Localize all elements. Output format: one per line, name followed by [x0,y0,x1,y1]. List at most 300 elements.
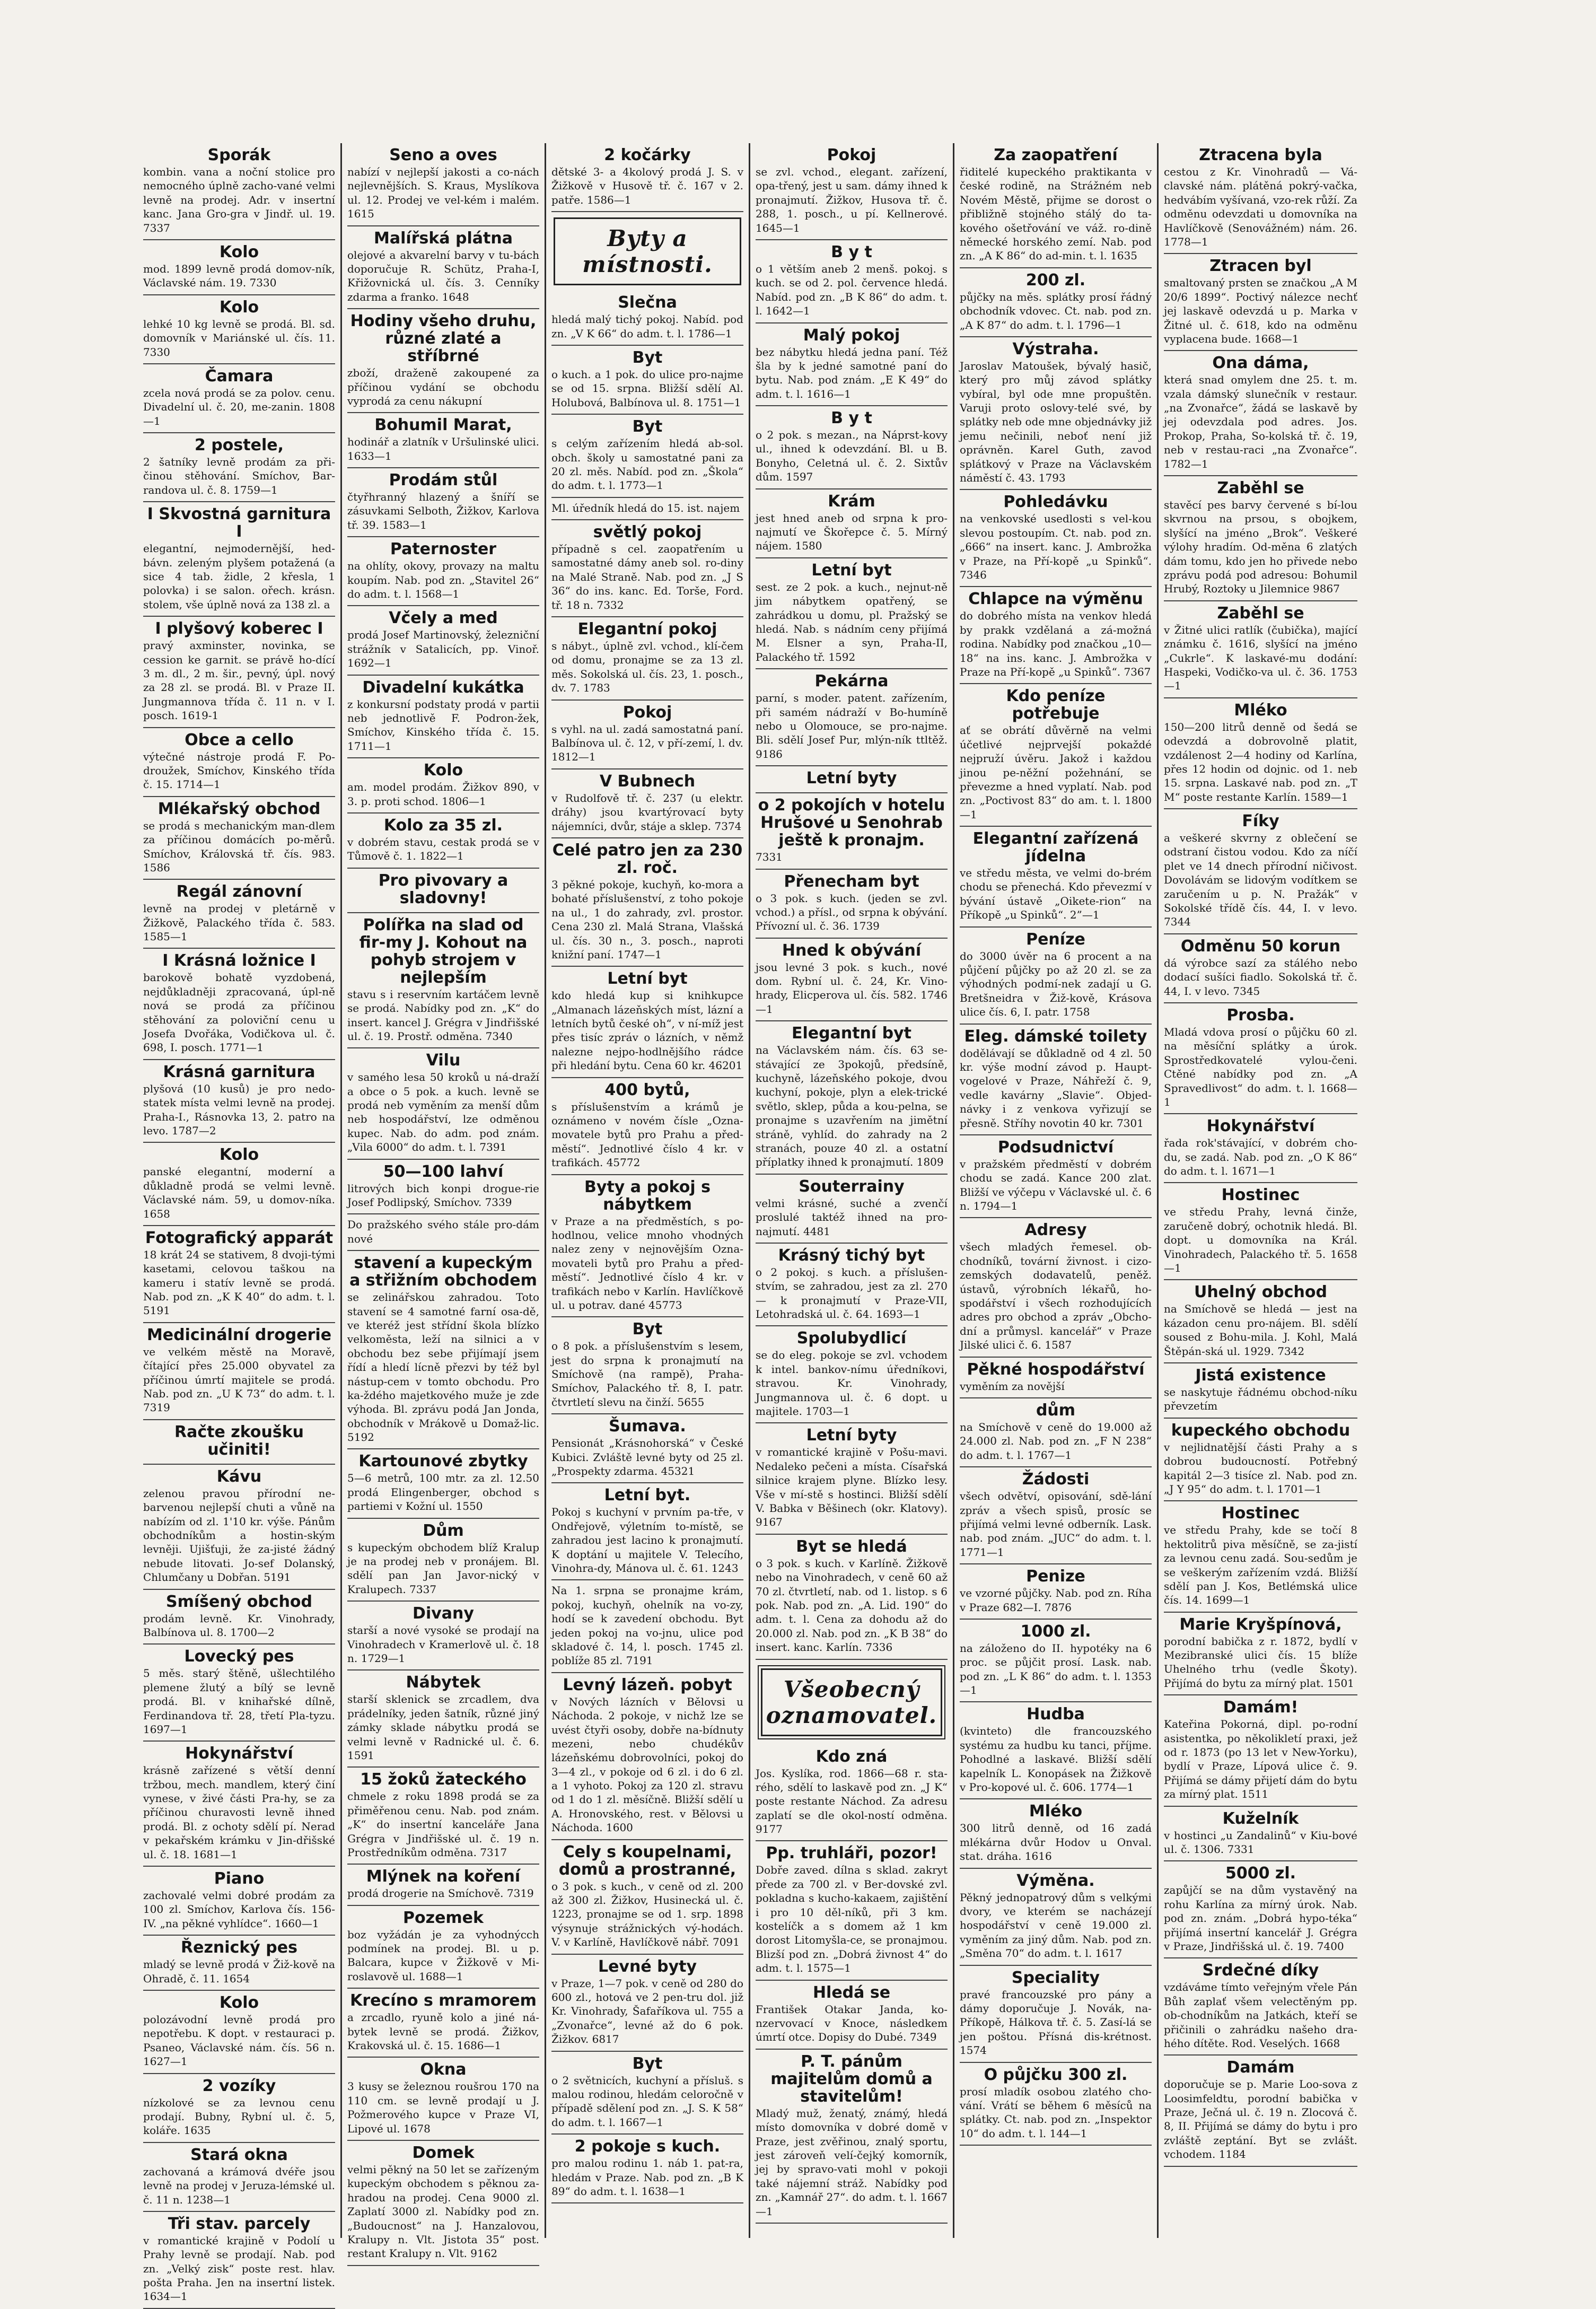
classified-ad [551,617,743,701]
ad-text: na Václavském nám. čís. 63 se-stávající ze 3pokojů, předsíně, kuchyně, lázeňského pokoje, dvou kuchyní, pokoje, plyn a elek-trické světlo, sklep, půda a kou-pelna, se pronajme s uzavřením na jimětní stráně, vyhlíd. do zahrady na 2 stranách, pouze 40 zl. a ostatní příplatky ihned k pronajmutí. 1809 [756,1044,948,1169]
ad-text: Ml. úředník hledá do 15. ist. najem [551,501,740,514]
classified-ad [756,1244,948,1327]
ad-text: 18 krát 24 se stativem, 8 dvoji-tými kasetami, celovou taškou na kameru i statív levně se prodá. Nab. pod zn. „K K 40“ do adm. t. l. 5191 [143,1248,335,1317]
classified-ad [143,1590,335,1645]
classified-ad [1164,351,1357,476]
classified-ad [756,143,948,240]
ad-text: prodá drogerie na Smíchově. 7319 [347,1887,534,1900]
ad-headline: Kolo [219,298,259,317]
ad-headline: Dům [423,1521,464,1540]
ad-text: o 2 světnicích, kuchyní a přísluš. s malou rodinou, hledám celoročně v případě sdělení pod zn. „J. S. K 58“ do adm. t. l. 1667—1 [551,2074,743,2129]
ad-headline: Divadelní kukátka [362,678,524,697]
ad-headline: I Krásná ložnice I [162,951,316,970]
ad-text: dětské 3- a 4kolový prodá J. S. v Žižkově v Husově tř. č. 167 v 2. patře. 1586—1 [551,165,743,206]
ad-text: se zelinářskou zahradou. Toto stavení se 4 samotné farní osa-dě, ve kteréž jest střídní škola blízko velkoměsta, leží na silnici a v obchodu bez sebe přijímají jsem řídí a hledí lícně přezvi by též byl nástup-cem v tomto obchodu. Pro ka-ždého majetkového muže je zde výhoda. Bl. zprávu podá Jan Jonda, obchodník v Mrákově u Domaž-lic. 5192 [347,1291,539,1444]
ad-text: polozávodní levně prodá pro nepotřebu. K dopt. v restauraci p. Psaneo, Václavské nám. čís. 56 n. 1627—1 [143,2013,335,2068]
classified-ad [960,1467,1152,1564]
classified-ad [756,1981,948,2050]
ad-headline: Slečna [618,293,677,312]
ad-text: na ohlíty, okovy, provazy na maltu koupím. Nab. pod zn. „Stavitel 26“ do adm. t. l. 1568—1 [347,559,539,601]
ad-text: se zvl. vchod., elegant. zařízení, opa-třený, jest u sam. dámy ihned k pronajmutí. Žižkov, Husova tř. č. 288, 1. posch., u pí. Kellnerové. 1645—1 [756,165,948,234]
classified-ad [1164,143,1357,254]
ad-text: v Praze a na předměstích, s po-hodlnou, velice mnoho vhodných nalez zeny v nejnovějším Ozna-movateli bytů pro Prahu a před-městí“. Jednotlivé číslo 4 kr. v trafikách nebo v Karlín. Havlíčkově ul. u potrav. dané 45773 [551,1214,743,1311]
ad-text: 7331 [756,851,783,864]
ad-headline: Speciality [1011,1968,1100,1987]
ad-headline: Polířka na slad od fir-my J. Kohout na pohyb strojem v nejlepším [359,915,528,987]
ad-headline: O půjčku 300 zl. [984,2065,1128,2084]
ad-headline: Račte zkoušku učiniti! [174,1422,304,1459]
ad-text: na Smíchově se hledá — jest na kázadon cenu pro-nájem. Bl. sdělí soused z Bohu-mila. J. Kohl, Malá Štěpán-ská ul. 1929. 7342 [1164,1302,1357,1358]
classified-ad [960,1025,1152,1135]
ad-text: 300 litrů denně, od 16 zadá mlékárna dvůr Hodov u Onval. stat. dráha. 1616 [960,1822,1152,1863]
ad-headline: Peníze [1026,930,1085,949]
ad-text: ve středu města, ve velmi do-brém chodu se přenechá. Kdo převezmí v bývání ústavě „Oikete-rion“ na Příkopě „u Spinků“. 2”—1 [960,867,1152,922]
classified-ad [347,226,539,310]
ad-headline: Krecíno s mramorem [350,1991,537,2010]
ad-headline: Levné byty [598,1957,697,1976]
ad-text: ve velkém městě na Moravě, čítající přes 25.000 obyvatel za příčinou úmrtí majitele se prodá. Nab. pod zn. „U K 73“ do adm. t. l. 7319 [143,1345,335,1414]
ad-text: se naskytuje řádnému obchod-níku převzetím [1164,1386,1357,1413]
classified-ad [960,1869,1152,1966]
classified-ad [756,1423,948,1534]
classified-ad [143,2212,335,2309]
ad-headline: kupeckého obchodu [1171,1421,1351,1440]
classified-ad [551,1673,743,1840]
ad-text: řiditelé kupeckého praktikanta v české rodině, na Strážném neb Novém Městě, přijme se dorost o přibližně stojného stálý do ta-kového ošetřování ve váž. ro-dině německé horského zemí. Nab. pod zn. „A K 86“ do ad-min. t. l. 1635 [960,165,1152,263]
ad-headline: Fotografický apparát [145,1228,334,1247]
ad-text: ve středu Prahy, levná činže, zaručeně dobrý, ochotnik hledá. Bl. dopt. u domovníka na Král. Vinohradech, Palackého tř. 5. 1658—1 [1164,1205,1357,1275]
ad-headline: 50—100 lahví [383,1162,504,1181]
ad-text: v nejlidnatější části Prahy a s dobrou budoucností. Potřebný kapitál 2—3 tisíce zl. Nab. pod zn. „J Y 95“ do adm. t. l. 1701—1 [1164,1440,1357,1495]
ad-headline: Hokynářství [1206,1117,1315,1136]
ad-text: z konkursní podstaty prodá v partii neb jednotlivě F. Podron-žek, Smíchov, Kinského třída č. 15. 1711—1 [347,697,539,753]
ad-headline: Letní byt. [604,1486,691,1505]
classified-ad [143,1991,335,2074]
ad-headline: Přenecham byt [784,872,919,891]
ad-headline: Řeznický pes [181,1938,297,1957]
ad-headline: Šumava. [609,1417,686,1436]
ad-text: prodá Josef Martinovský, železniční strážník v Satalicích, pp. Vinoř. 1692—1 [347,628,539,670]
classified-ad [347,309,539,413]
classified-ad [1164,601,1357,698]
ad-headline: 400 bytů, [604,1080,690,1099]
ad-text: 150—200 litrů denně od šedá se odevzdá a dobrovolně platit, vzdálenost 2—4 hodiny od Karlína, přes 12 hodin od dojnic. od 1. neb 15. srpna. Laskavé nab. pod zn. „T M“ poste restante Karlín. 1589—1 [1164,720,1357,803]
column-2 [342,143,546,2260]
ad-text: se do eleg. pokoje se zvl. vchodem k intel. bankov-nímu úředníkovi, stravou. Kr. Vinohrady, Jungmannova ul. č. 6 dopt. u majitele. 1703—1 [756,1349,948,1418]
classified-ad [143,1060,335,1143]
ad-text: velmi krásné, suché a zvenčí proslulé taktéž ihned na pro-najmutí. 4481 [756,1196,948,1238]
classified-ad [1164,1183,1357,1280]
ad-headline: Mléko [1029,1802,1083,1821]
ad-headline: o 2 pokojích v hotelu Hrušové u Senohrab ještě k pronajm. [758,796,945,850]
ad-text: vyměním za novější [960,1379,1065,1393]
classified-ad [551,520,743,617]
ad-text: v romantické krajině v Podolí u Prahy levně se prodají. Nab. pod zn. „Velký zisk“ poste rest. hlav. pošta Praha. Jen na insertní listek. 1634—1 [143,2234,335,2303]
classified-ad [960,1135,1152,1219]
ad-headline: Byt [632,348,663,367]
classified-ad [143,1936,335,1991]
classified-ad [960,587,1152,684]
ad-text: Do pražského svého stále pro-dám nové [347,1218,539,1245]
ad-headline: Odměnu 50 korun [1180,937,1341,956]
ad-text: vzdáváme tímto veřejným vřele Pán Bůh zaplať všem velectěným pp. ob-chodníkům na Jatkách, kteří se přičinili o zahrádku našeho dra-hého dítěte. Rod. Veselých. 1668 [1164,1981,1357,2050]
ad-text: hledá malý tichý pokoj. Nabíd. pod zn. „V K 66“ do adm. t. l. 1786—1 [551,313,743,340]
ad-headline: Elegantní pokoj [577,620,717,639]
classified-ad [347,913,539,1049]
ad-headline: Kartounové zbytky [358,1452,528,1471]
classified-ad [347,1989,539,2058]
classified-ad [347,758,539,814]
classified-ad [960,928,1152,1025]
classified-ad [756,1326,948,1423]
ad-text: hodinář a zlatník v Uršulinské ulici. 1633—1 [347,435,539,462]
classified-ad [756,766,948,793]
ad-headline: Byt se hledá [796,1537,907,1556]
ad-headline: Pp. truhláři, pozor! [766,1844,937,1863]
column-1 [138,143,342,2303]
ad-text: s vyhl. na ul. zadá samostatná paní. Balbínova ul. č. 12, v pří-zemí, l. dv. 1812—1 [551,722,743,764]
ad-text: elegantní, nejmodernější, hed-bávn. zeleným plyšem potažená (a sice 4 tab. židle, 2 křesla, 1 polovka) i se salon. ořech. krásn. stolem, vše úplně nová za 138 zl. a [143,542,335,611]
column-4 [750,143,954,2238]
ad-headline: Byty a pokoj s nábytkem [584,1177,711,1214]
classified-ad [347,537,539,606]
classified-ad [551,291,743,346]
ad-headline: dům [1036,1401,1076,1420]
ad-headline: Pozemek [403,1908,484,1927]
classified-ad [347,1449,539,1518]
ad-text: s celým zařízením hledá ab-sol. obch. školy u samostatné pani za 20 zl. měs. Nabíd. pod zn. „Škola“ do adm. t. l. 1773—1 [551,437,743,492]
ad-headline: B y t [831,409,872,428]
ad-text: chmele z roku 1898 prodá se za přiměřenou cenu. Nab. pod znám. „K“ do insertní kanceláře Jana Grégra v Jindřišské ul. č. 19 n. Prostředníkům odměna. 7317 [347,1790,539,1859]
ad-headline: Hledá se [812,1983,891,2002]
ad-text: kombin. vana a noční stolice pro nemocného úplně zacho-vané velmi levně na prodej. Adr. v insertní kanc. Jana Gro-gra v Jindř. ul. 19. 7337 [143,165,335,234]
classified-ad [347,1251,539,1449]
classified-ad [960,1358,1152,1398]
ad-headline: Pro pivovary a sladovny! [378,871,508,907]
ad-headline: Levný lázeň. pobyt [563,1675,732,1694]
classified-ad [756,406,948,489]
section-header: Byty a místnosti. [554,217,741,285]
ad-headline: Adresy [1024,1221,1087,1240]
ad-headline: Stará okna [190,2145,288,2164]
ad-text: na venkovské usedlosti s vel-kou slevou postoupím. Ct. nab. pod zn. „666“ na insert. kanc. J. Ambrožka v Praze, na Pří-kopě „u Spinků“. 7346 [960,512,1152,581]
classified-ad [960,1966,1152,2063]
ad-text: v dobrém stavu, cestak prodá se v Tůmově č. 1. 1822—1 [347,835,539,863]
ad-text: všech mladých řemesel. ob-chodníků, tovární živnost. i cizo-zemských dodavatelů, peněž. ústavů, výrobních lékařů, ho-spodářství i všech rozhodujících adres pro obchod a zpráv „Obcho-dní a průmysl. kancelář“ v Praze Jilské ulici č. 6. 1587 [960,1240,1152,1352]
ad-headline: Damám [1226,2058,1295,2077]
classified-ad [960,684,1152,827]
classified-ad [143,1143,335,1226]
classified-ad [1164,1280,1357,1363]
ad-text: v Praze, 1—7 pok. v ceně od 280 do 600 zl., hotová ve 2 pen-tru dol. již Kr. Vinohrady, Šafaříkova ul. 755 a „Zvonařce“, levné až do 6 pok. Žižkov. 6817 [551,1976,743,2046]
ad-text: v Žitné ulici ratlík (čubička), mající známku č. 1616, slyšící na jméno „Cukrle“. K laskavé-mu dodání: Haspeki, Vodičko-va ul. č. 36. 1753—1 [1164,623,1357,693]
ad-text: dodělávají se důkladně od 4 zl. 50 kr. výše modní závod p. Haupt-vogelové v Praze, Náhřeží č. 9, vedle kavárny „Slavie“. Objed-návky i z venkova vyřizují se přesně. Stříhy novotin 40 kr. 7301 [960,1046,1152,1130]
ad-text: am. model prodám. Žižkov 890, v 3. p. proti schod. 1806—1 [347,781,539,808]
ad-text: olejové a akvarelní barvy v tu-bách doporučuje R. Schütz, Praha-I, Křižovnická ul. čís. 3. Cenníky zdarma a franko. 1648 [347,248,539,303]
ad-headline: 200 zl. [1025,270,1086,290]
ad-text: v hostinci „u Zandalinů“ v Kiu-bové ul. č. 1306. 7331 [1164,1829,1357,1856]
ad-text: cestou z Kr. Vinohradů — Vá-clavské nám. plátěná pokrý-vačka, hedvábím vyšívaná, vzo-rek růží. Za odměnu odevzdati u domovníka na Havlíčkově (Senovážném) nám. 26. 1778—1 [1164,165,1357,248]
ad-text: bez nábytku hledá jedna paní. Též šla by k jedné samotné paní do bytu. Nab. pod znám. „E K 49“ do adm. t. l. 1616—1 [756,345,948,400]
ad-text: Na 1. srpna se pronajme krám, pokoj, kuchyň, ohelník na vo-zy, hodí se k zavedení obchodu. Byt jeden pokoj na vo-jnu, ulice pod skladové č. 14, l. posch. 1745 zl. poblíže 85 zl. 7191 [551,1584,743,1667]
ad-headline: Elegantní byt [792,1024,911,1043]
classified-ad [756,1021,948,1175]
ad-headline: stavení a kupeckým a střižním obchodem [349,1254,537,1290]
classified-ad [551,1078,743,1175]
classified-ad [143,240,335,295]
ad-headline: Seno a oves [389,146,497,164]
ad-headline: 5000 zl. [1225,1864,1296,1883]
classified-ad [347,1048,539,1159]
classified-ad [756,2050,948,2224]
classified-ad [347,1214,539,1251]
classified-ad [143,1226,335,1323]
ad-text: o 2 pokoj. s kuch. a příslušen-stvím, se zahradou, jest za zl. 270— k pronajmutí v Praze-VII, Letohradská ul. č. 64. 1693—1 [756,1265,948,1321]
ad-headline: Srdečné díky [1202,1961,1319,1980]
ad-text: půjčky na měs. splátky prosí řádný obchodník vdovec. Ct. nab. pod zn. „A K 87“ do adm. t. l. 1796—1 [960,290,1152,331]
classified-ad [960,1620,1152,1703]
ad-text: v pražském předměstí v dobrém chodu se zadá. Kance 200 zlat. Bližší ve výčepu v Václavské ul. č. 6 n. 1794—1 [960,1157,1152,1213]
ad-text: Pensionát „Krásnohorská“ v České Kubici. Zvláště levné byty od 25 zl. „Prospekty zdarma. 45321 [551,1437,743,1478]
ad-headline: Kdo zná [815,1747,888,1766]
ad-text: do 3000 úvěr na 6 procent a na půjčení půjčky po až 20 zl. se za výhodných podmí-nek zadají u G. Bretšneidra v Žiž-kově, Krásova ulice čís. 6, I. patr. 1758 [960,949,1152,1019]
ad-headline: Krásný tichý byt [778,1246,925,1265]
section-header: Všeobecný oznamovatel. [761,1668,942,1736]
classified-ad [347,1519,539,1602]
ad-text: jsou levné 3 pok. s kuch., nové dom. Rybní ul. č. 24, Kr. Vino-hrady, Elicperova ul. čís. 582. 1746—1 [756,960,948,1016]
ad-headline: Výměna. [1016,1871,1095,1890]
classified-ad [143,295,335,364]
classified-ad [960,490,1152,587]
classified-ad [347,1670,539,1768]
classified-ad [551,2135,743,2203]
ad-headline: Paternoster [390,540,497,559]
ad-text: mod. 1899 levně prodá domov-ník, Václavské nám. 19. 7330 [143,262,335,290]
ad-headline: Pokoj [622,703,672,722]
ad-headline: Letní byty [806,769,897,788]
ad-text: a zrcadlo, ryuně kolo a jiné ná-bytek levně se prodá. Žižkov, Krakovská ul. č. 15. 1686—1 [347,2011,539,2052]
classified-ad [551,415,743,498]
ad-text: zelenou pravou přírodní ne-barvenou nejlepší chuti a vůně na nabízím od zl. 1'10 kr. výše. Pánům obchodníkům a hostin-ským levněji. Ujišťuji, že za-jisté žádný nebude litovati. Jo-sef Dolanský, Chlumčany u Dobřan. 5191 [143,1486,335,1584]
classified-ad [143,1867,335,1936]
ad-headline: V Bubnech [599,772,696,791]
ad-text: zachovalé velmi dobré prodám za 100 zl. Smíchov, Karlova čís. 156-IV. „na pěkné vyhlídce“. 1660—1 [143,1889,335,1930]
classified-ad [347,869,539,913]
classified-ad [143,728,335,797]
ad-text: v Nových lázních v Bělovsi u Náchoda. 2 pokoje, v nichž lze se uvést čtyři osoby, dobře na-bídnuty mezeni, nebo chudékův lázeňskému dobrovolníci, pokoj do 3—4 zl., v pokoje od 6 zl. i do 6 zl. a 1 vyhoto. Pokoj za 120 zl. stravu od 1 do 1 zl. měsíčně. Bližší sdělí u A. Hronovského, rest. v Bělovsi u Náchoda. 1600 [551,1695,743,1834]
ad-headline: Mléko [1234,701,1287,720]
classified-ad [143,364,335,433]
ad-text: s nábyt., úplně zvl. vchod., klí-čem od domu, pronajme se za 13 zl. měs. Sokolská ul. čís. 23, 1. posch., dv. 7. 1783 [551,640,743,695]
ad-text: parní, s moder. patent. zařízením, při samém nádraží v Bo-humíně nebo u Olomouce, se pro-najme. Bli. sdělí Josef Pur, mlýn-ník ttltěž. 9186 [756,692,948,760]
classified-ad [143,1420,335,1465]
ad-text: s příslušenstvím a krámů je oznámeno v novém čísle „Ozna-movatele bytů pro Prahu a před-městí“. Jednotlivé číslo 4 kr. v trafikách. 45772 [551,1100,743,1169]
ad-headline: Kolo [219,1993,259,2012]
ad-headline: Ztracena byla [1199,146,1322,164]
ad-headline: Byt [632,1320,663,1339]
classified-ad [143,433,335,502]
classified-ad [960,337,1152,491]
classified-ad [347,814,539,869]
classified-ad [347,468,539,537]
ad-headline: Vilu [426,1051,461,1070]
ad-headline: Domek [412,2143,475,2162]
ad-text: jest hned aneb od srpna k pro-najmutí ve Škořepce č. 5. Mírný nájem. 1580 [756,511,948,553]
classified-ad [960,1702,1152,1799]
classified-ad [756,870,948,939]
ad-headline: Ztracen byl [1209,257,1312,276]
classified-ad [960,1398,1152,1467]
classified-ad [143,502,335,617]
ad-text: prodám levně. Kr. Vinohrady, Balbínova ul. 8. 1700—2 [143,1612,335,1639]
ad-text: boz vyžádán je za vyhodnýcch podmínek na prodej. Bl. u p. Balcara, kupce v Žižkově v Mi-roslavově ul. 1688—1 [347,1928,539,1983]
classified-ad [551,1580,743,1673]
ad-headline: Celé patro jen za 230 zl. roč. [552,841,743,877]
ad-headline: Divany [413,1604,474,1623]
ad-headline: Spolubydlicí [796,1329,907,1348]
ad-headline: Prosba. [1226,1005,1295,1025]
ad-headline: 2 pokoje s kuch. [574,2137,721,2156]
ad-headline: Jistá existence [1195,1366,1326,1385]
ad-text: o 3 pok. s kuch. v Karlíně. Žižkově nebo na Vinohradech, v ceně 60 až 70 zl. čtvrtletí, nab. od 1. listop. s 6 pok. Nab. pod zn. „A. Lid. 190“ do adm. t. l. Cena za dohodu až do 20.000 zl. Nab. pod zn. „K B 38“ do insert. kanc. Karlín. 7336 [756,1556,948,1654]
ad-headline: Medicinální drogerie [146,1325,332,1344]
ad-headline: 2 postele, [195,436,284,455]
ad-headline: I Skvostná garnitura I [147,505,331,541]
ad-text: se prodá s mechanickým man-dlem za příčinou domácích po-měrů. Smíchov, Královská tř. čís. 983. 1586 [143,819,335,874]
ad-text: a veškeré skvrny z oblečení se odstraní čistou vodou. Kdo za níčí plet ve 14 dnech přírodní ničivost. Dovolávám se lidovým vodítkem se zaručením u p. N. Pražák“ v Sokolské třídě čís. 44, I. v levo. 7344 [1164,832,1357,929]
classified-ad [960,1564,1152,1620]
classified-ad [960,2063,1152,2146]
ad-text: (kvinteto) dle francouzského systému za hudbu ku tanci, příjme. Pohodlné a laskavé. Bližší sdělí kapelník L. Konopásek na Žižkově v Pro-kopové ul. č. 606. 1774—1 [960,1725,1152,1794]
classified-ad [756,1745,948,1842]
ad-headline: Sporák [207,146,271,164]
classified-ad [551,1955,743,2052]
ad-text: na Smíchově v ceně do 19.000 až 24.000 zl. Nab. pod zn. „F N 238“ do adm. t. l. 1767—1 [960,1421,1152,1462]
ad-headline: Kávu [216,1467,262,1486]
classified-ad [347,143,539,226]
ad-headline: Prodám stůl [389,471,498,490]
classified-ad [347,1906,539,1989]
column-3 [546,143,750,2238]
classified-ad [143,797,335,880]
ad-headline: Zaběhl se [1217,604,1304,623]
classified-ad [1164,1003,1357,1114]
ad-text: prosí mladík osobou zlatého cho-vání. Vrátí se během 6 měsíců na splátky. Ct. nab. pod zn. „Inspektor 10“ do adm. t. l. 144—1 [960,2085,1152,2140]
classified-ad [1164,1695,1357,1806]
ad-text: smaltovaný prsten se značkou „A M 20/6 1899“. Poctivý nálezce nechť jej laskavě odevzdá u p. Marka v Žitné ul. č. 618, kdo na odměnu vyplacena bude. 1668—1 [1164,276,1357,345]
classified-ad [1164,698,1357,809]
ad-headline: Malý pokoj [803,326,900,345]
classified-ad [347,1768,539,1865]
classified-ad [756,240,948,323]
classified-ad [143,143,335,240]
ad-text: pro malou rodinu 1. náb 1. pat-ra, hledám v Praze. Nab. pod zn. „B K 89“ do adm. t. l. 1638—1 [551,2157,743,2198]
classified-ad [960,827,1152,928]
ad-headline: Hostinec [1221,1504,1300,1523]
ad-text: litrových bich konpi drogue-rie Josef Podlipský, Smíchov. 7339 [347,1182,539,1209]
ad-headline: Kolo za 35 zl. [383,816,503,835]
classified-ad [756,1841,948,1980]
ad-headline: Kolo [219,1145,259,1165]
ad-text: o 3 pok. s kuch. (jeden se zvl. vchod.) a přísl., od srpna k obývání. Přívozní ul. č. 36. 1739 [756,891,948,933]
ad-headline: Kdo peníze potřebuje [1006,687,1106,723]
classified-ad [1164,1419,1357,1502]
column-5 [954,143,1159,2238]
ad-text: 2 šatníky levně prodám za při-činou stěhování. Smíchov, Bar-randova ul. č. 8. 1759—1 [143,456,335,496]
ad-headline: Hodiny všeho druhu, různé zlaté a stříbrné [350,312,537,366]
ad-headline: Marie Kryšpínová, [1179,1615,1342,1634]
ad-headline: 2 vozíky [202,2076,276,2095]
ad-headline: Za zaopatření [994,146,1118,164]
ad-headline: Zaběhl se [1217,479,1304,498]
ad-headline: Kolo [219,242,259,261]
ad-text: Pěkný jednopatrový dům s velkými dvory, ve kterém se nacházejí hospodářství v ceně 19.000 zl. vyměním za jiný dům. Nab. pod zn. „Směna 70“ do adm. t. l. 1617 [960,1891,1152,1960]
ad-headline: Kolo [423,761,463,780]
ad-text: lehké 10 kg levně se prodá. Bl. sd. domovník v Mariánské ul. čís. 11. 7330 [143,317,335,358]
ad-text: 5 měs. starý štěně, ušlechtilého plemene žlutý a bílý se levně prodá. Bl. v knihařské dílně, Ferdinandova tř. 28, třetí Pla-tyzu. 1697—1 [143,1667,335,1736]
ad-text: s kupeckým obchodem blíž Kralup je na prodej neb v pronájem. Bl. sdělí pan Jan Javor-nický v Kralupech. 7337 [347,1541,539,1596]
classified-ad [1164,1958,1357,2056]
ad-text: 5—6 metrů, 100 mtr. za zl. 12.50 prodá Elingenberger, obchod s partiemi v Kožní ul. 1550 [347,1472,539,1513]
ad-text: Jaroslav Matoušek, bývalý hasič, který pro můj závod splátky vybíral, byl ode mne propuštěn. Varuji proto oslovy-telé své, by splátky neb ode mne objednávky již jemu nečinili, neboť není již oprávněn. Karel Guth, zavod splátkový v Praze na Václavském náměstí č. 43. 1793 [960,359,1152,485]
ad-text: nízkolové se za levnou cenu prodají. Bubny, Rybní ul. č. 5, koláře. 1635 [143,2096,335,2137]
ad-headline: Cely s koupelnami, domů a prostranné, [558,1842,736,1879]
ad-text: zapůjčí se na dům vystavěný na rohu Karlína za mírný úrok. Nab. pod zn. znám. „Dobrá hypo-téka“ přijímá insertní kancelář J. Grégra v Praze, Jindřišská ul. č. 19. 7400 [1164,1884,1357,1953]
ad-text: do dobrého místa na venkov hledá by prakk vzdělaná a zá-možná rodina. Nabídky pod značkou „10—18“ na ins. kanc. J. Ambrožka v Praze na Pří-kopě „u Spinků“. 7367 [960,609,1152,678]
classified-ad [1164,254,1357,351]
ad-headline: Obce a cello [185,730,294,749]
ad-headline: Pokoj [827,146,876,164]
classified-ad [551,346,743,415]
classified-ad [1164,476,1357,601]
classified-ad [551,1175,743,1318]
ad-headline: Pěkné hospodářství [967,1360,1145,1379]
ad-headline: Letní byt [811,561,892,580]
classified-ad [756,323,948,407]
ad-text: plyšová (10 kusů) je pro nedo-statek místa velmi levně na prodej. Praha-I., Rásnovka 13, 2. patro na levo. 1787—2 [143,1082,335,1137]
classified-ad [143,1742,335,1867]
classified-ad [1164,1363,1357,1419]
classified-ad [551,838,743,967]
ad-text: případně s cel. zaopatřením u samostatné dámy aneb sol. ro-diny na Malé Straně. Nab. pod zn. „J S 36“ do ins. kanc. Ed. Torše, Ford. tř. 18 n. 7332 [551,543,743,611]
classified-ad [143,949,335,1060]
classified-ad [347,1602,539,1670]
ad-headline: Podsudnictví [997,1138,1114,1157]
ad-headline: Pohledávku [1003,493,1108,512]
classified-ad [756,1175,948,1244]
ad-headline: 15 žoků žateckého [360,1770,527,1789]
classified-ad [347,676,539,759]
ad-text: sest. ze 2 pok. a kuch., nejnut-ně jim nábytkem opatřený, se zahrádkou u domu, pl. Pražský se hledá. Nab. s nádním ceny přijímá M. Elsner a syn, Praha-II, Palackého tř. 1592 [756,580,948,663]
ad-text: ve vzorné půjčky. Nab. pod zn. Ríha v Praze 682—I. 7876 [960,1587,1152,1614]
ad-headline: Mlékařský obchod [157,799,321,818]
classified-ad [1164,1807,1357,1862]
classified-ad [347,1160,539,1215]
ad-headline: Hostinec [1221,1186,1300,1205]
ad-headline: Souterrainy [799,1177,905,1196]
column-6 [1159,143,1363,2238]
ad-headline: Včely a med [389,609,498,628]
ad-headline: Elegantní zařízená jídelna [972,829,1139,866]
ad-headline: Smíšený obchod [165,1592,313,1611]
classified-ad [143,880,335,949]
ad-headline: 2 kočárky [604,146,691,164]
classified-ad [143,2143,335,2212]
ad-text: Dobře zaved. dílna s sklad. zakryt přede za 700 zl. v Ber-dovské zvl. pokladna s kucho-kakaem, zajištění i pro 10 děl-níků, při 3 km. kostelíčk a s domem až 1 km dorost Litomyšla-ce, se pronajmou. Blizší pod zn. „Dobrá živnost 4“ do adm. t. l. 1575—1 [756,1864,948,1975]
ad-text: o 2 pok. s mezan., na Náprst-kovy ul., ihned k odevzdání. Bl. u B. Bonyho, Celetná ul. č. 2. Sixtův dům. 1597 [756,428,948,484]
ad-text: panské elegantní, moderní a důkladně prodá se velmi levně. Václavské nám. 59, u domov-níka. 1658 [143,1165,335,1220]
classified-ad [756,793,948,869]
